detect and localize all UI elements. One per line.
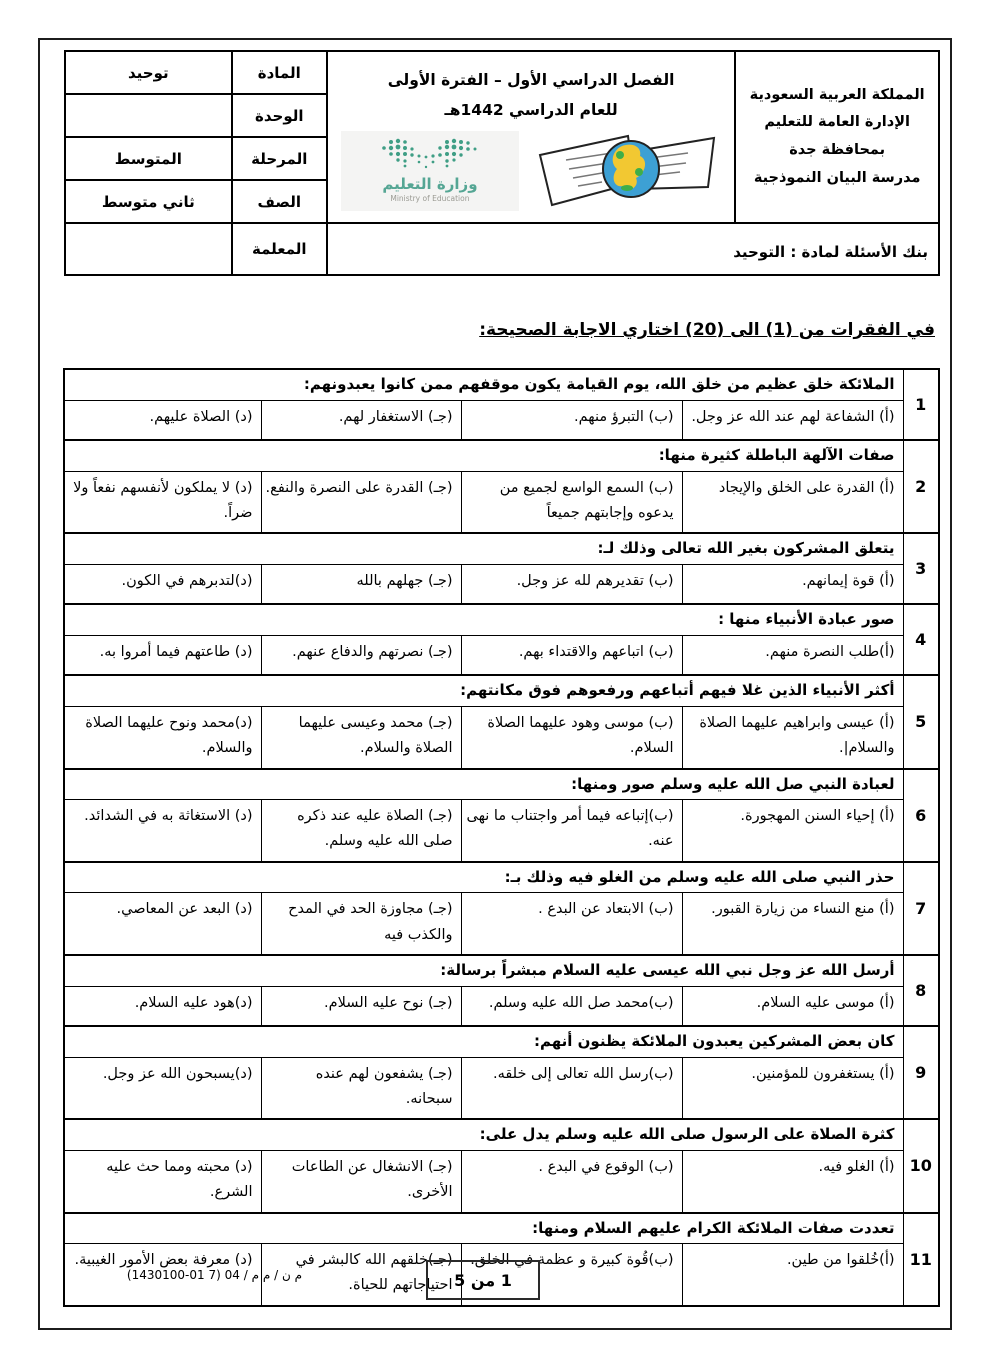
option-c: (جـ) محمد وعيسى عليهما الصلاة والسلام. (261, 706, 461, 768)
exam-instruction: في الفقرات من (1) الى (20) اختاري الاجابة الصحيحة: (479, 320, 935, 340)
question-number: 4 (903, 604, 939, 675)
semester-title: الفصل الدراسي الأول – الفترة الأولى (387, 71, 675, 89)
administration-line: الإدارة العامة للتعليم (764, 114, 910, 131)
option-a: (أ) الشفاعة لهم عند الله عز وجل. (682, 400, 903, 440)
option-c: (جـ) الصلاة عليه عند ذكره صلى الله عليه وسلم. (261, 800, 461, 862)
option-c: (جـ) القدرة على النصرة والنفع. (261, 471, 461, 533)
academic-year-title: للعام الدراسي 1442هـ (444, 101, 618, 119)
question-number: 8 (903, 955, 939, 1026)
question-stem: أكثر الأنبياء الذين غلا فيهم أتباعهم ورفعوهم فوق مكانتهم: (64, 675, 903, 706)
question-number: 11 (903, 1213, 939, 1306)
value-subject: توحيد (65, 51, 232, 94)
question-stem: صفات الآلهة الباطلة كثيرة منها: (64, 440, 903, 471)
question-stem: كان بعض المشركين يعبدون الملائكة يظنون أنهم: (64, 1026, 903, 1057)
option-a: (أ) الغلو فيه. (682, 1150, 903, 1212)
option-a: (أ) عيسى وابراهيم عليهما الصلاة والسلام|. (682, 706, 903, 768)
option-b: (ب) الابتعاد عن البدع . (461, 893, 682, 955)
option-d: (د) طاعتهم فيما أمروا به. (64, 635, 261, 675)
question-number: 6 (903, 769, 939, 862)
questions-table (63, 368, 940, 1307)
label-stage: المرحلة (232, 137, 327, 180)
option-d: (د)هود عليه السلام. (64, 986, 261, 1026)
question-number: 2 (903, 440, 939, 533)
question-stem: حذر النبي صلى الله عليه وسلم من الغلو فيه وذلك بـ: (64, 862, 903, 893)
option-d: (د) محبته ومما حث عليه الشرع. (64, 1150, 261, 1212)
option-a: (أ)طلب النصرة منهم. (682, 635, 903, 675)
option-d: (د) البعد عن المعاصي. (64, 893, 261, 955)
option-b: (ب)محمد صل الله عليه وسلم. (461, 986, 682, 1026)
question-number: 5 (903, 675, 939, 768)
label-teacher: المعلمة (232, 223, 327, 275)
option-c: (جـ) يشفعون لهم عنده سبحانه. (261, 1057, 461, 1119)
option-b: (ب)رسل الله تعالى إلى خلقه. (461, 1057, 682, 1119)
option-b: (ب)إتباعه فيما أمر واجتناب ما نهى عنه. (461, 800, 682, 862)
logos-row (329, 131, 733, 211)
question-bank-title: بنك الأسئلة لمادة : التوحيد (327, 223, 939, 275)
option-b: (ب) التبرؤ منهم. (461, 400, 682, 440)
moe-dots-icon (365, 137, 495, 171)
option-b: (ب) اتباعهم والاقتداء بهم. (461, 635, 682, 675)
kingdom-line: المملكة العربية السعودية (749, 86, 925, 103)
header-table (64, 50, 940, 276)
label-unit: الوحدة (232, 94, 327, 137)
option-a: (أ) القدرة على الخلق والإيجاد (682, 471, 903, 533)
school-info-block (735, 51, 939, 223)
value-grade: ثاني متوسط (65, 180, 232, 223)
option-a: (أ) قوة إيمانهم. (682, 564, 903, 604)
option-b: (ب) السمع الواسع لجميع من يدعوه وإجابتهم جميعاً (461, 471, 682, 533)
question-number: 10 (903, 1119, 939, 1212)
ministry-of-education-logo (341, 131, 519, 211)
label-subject: المادة (232, 51, 327, 94)
option-b: (ب) موسى وهود عليهما الصلاة السلام. (461, 706, 682, 768)
option-a: (أ) يستغفرون للمؤمنين. (682, 1057, 903, 1119)
moe-logo-subtitle: Ministry of Education (390, 194, 470, 203)
school-logo (536, 131, 721, 211)
governorate-line: بمحافظة جدة (789, 142, 886, 158)
label-grade: الصف (232, 180, 327, 223)
option-b: (ب) تقديرهم لله عز وجل. (461, 564, 682, 604)
question-number: 9 (903, 1026, 939, 1119)
option-c: (جـ) نوح عليه السلام. (261, 986, 461, 1026)
question-number: 3 (903, 533, 939, 604)
question-stem: يتعلق المشركون بغير الله تعالى وذلك لـ: (64, 533, 903, 564)
question-number: 1 (903, 369, 939, 440)
option-a: (أ) منع النساء من زيارة القبور. (682, 893, 903, 955)
option-a: (أ) إحياء السنن المهجورة. (682, 800, 903, 862)
question-stem: تعددت صفات الملائكة الكرام عليهم السلام ومنها: (64, 1213, 903, 1244)
question-stem: كثرة الصلاة على الرسول صلى الله عليه وسلم يدل على: (64, 1119, 903, 1150)
option-c: (جـ) جهلهم بالله (261, 564, 461, 604)
question-stem: صور عبادة الأنبياء منها : (64, 604, 903, 635)
question-stem: الملائكة خلق عظيم من خلق الله، يوم القيامة يكون موقفهم ممن كانوا يعبدونهم: (64, 369, 903, 400)
option-c: (جـ) الانشغال عن الطاعات الأخرى. (261, 1150, 461, 1212)
question-stem: أرسل الله عز وجل نبي الله عيسى عليه السلام مبشراً برسالة: (64, 955, 903, 986)
option-c: (جـ)خلقهم الله كالبشر في احتياجاتهم للحياة. (261, 1244, 461, 1306)
option-c: (جـ) الاستغفار لهم. (261, 400, 461, 440)
document-code: م ن / م م / 04 (7 01-1430100) (126, 1268, 302, 1282)
question-stem: لعبادة النبي صل الله عليه وسلم صور ومنها: (64, 769, 903, 800)
option-d: (د) لا يملكون لأنفسهم نفعاً ولا ضراً. (64, 471, 261, 533)
page-number-box: 1 من 5 (426, 1260, 540, 1300)
option-a: (أ) موسى عليه السلام. (682, 986, 903, 1026)
option-d: (د) الصلاة عليهم. (64, 400, 261, 440)
school-name-line: مدرسة البيان النموذجية (753, 169, 921, 186)
option-d: (د)لتدبرهم في الكون. (64, 564, 261, 604)
value-stage: المتوسط (65, 137, 232, 180)
option-d: (د) الاستغاثة به في الشدائد. (64, 800, 261, 862)
option-c: (جـ) مجاوزة الحد في المدح والكذب فيه (261, 893, 461, 955)
value-unit (65, 94, 232, 137)
moe-logo-title: وزارة التعليم (382, 175, 478, 193)
option-b: (ب)قُوة كبيرة و عظمة في الخلق. (461, 1244, 682, 1306)
value-teacher (65, 223, 232, 275)
question-number: 7 (903, 862, 939, 955)
option-a: (أ)خُلقوا من طين. (682, 1244, 903, 1306)
term-title-block (327, 51, 735, 223)
option-c: (جـ) نصرتهم والدفاع عنهم. (261, 635, 461, 675)
option-d: (د)محمد ونوح عليهما الصلاة والسلام. (64, 706, 261, 768)
option-d: (د)يسبحون الله عز وجل. (64, 1057, 261, 1119)
option-b: (ب) الوقوع في البدع . (461, 1150, 682, 1212)
option-d: (د) معرفة بعض الأمور الغيبية. (64, 1244, 261, 1306)
